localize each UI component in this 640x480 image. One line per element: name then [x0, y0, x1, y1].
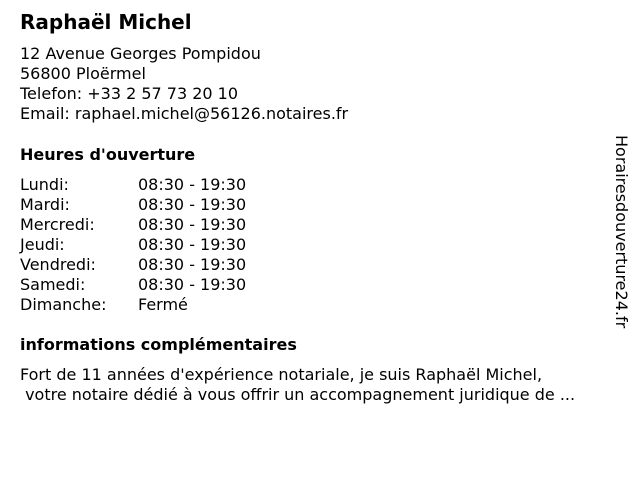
- time-value: 08:30 - 19:30: [138, 235, 247, 254]
- email-address: Email: raphael.michel@56126.notaires.fr: [20, 104, 349, 123]
- phone-number: Telefon: +33 2 57 73 20 10: [20, 84, 239, 103]
- address-street: 12 Avenue Georges Pompidou: [20, 44, 261, 63]
- time-value: 08:30 - 19:30: [138, 255, 247, 274]
- opening-hours-table: [20, 175, 246, 315]
- hours-row-thursday: [20, 235, 246, 255]
- business-name: Raphaël Michel: [20, 10, 192, 34]
- hours-row-friday: [20, 255, 246, 275]
- time-value: 08:30 - 19:30: [138, 275, 247, 294]
- day-label: Mercredi:: [20, 215, 95, 234]
- time-value: 08:30 - 19:30: [138, 175, 247, 194]
- time-value: 08:30 - 19:30: [138, 195, 247, 214]
- site-watermark: Horairesdouverture24.fr: [612, 135, 631, 329]
- day-label: Dimanche:: [20, 295, 107, 314]
- opening-hours-heading: Heures d'ouverture: [20, 145, 196, 164]
- hours-row-tuesday: [20, 195, 246, 215]
- description-line: Fort de 11 années d'expérience notariale, je suis Raphaël Michel,: [20, 365, 543, 384]
- time-value: Fermé: [138, 295, 188, 314]
- day-label: Jeudi:: [20, 235, 65, 254]
- additional-info-heading: informations complémentaires: [20, 335, 297, 354]
- day-label: Samedi:: [20, 275, 86, 294]
- day-label: Vendredi:: [20, 255, 96, 274]
- hours-row-saturday: [20, 275, 246, 295]
- contact-block: [20, 44, 348, 124]
- time-value: 08:30 - 19:30: [138, 215, 247, 234]
- hours-row-monday: [20, 175, 246, 195]
- description-line: votre notaire dédié à vous offrir un accompagnement juridique de ...: [20, 385, 576, 404]
- additional-info-text: [20, 365, 630, 405]
- day-label: Mardi:: [20, 195, 70, 214]
- hours-row-wednesday: [20, 215, 246, 235]
- hours-row-sunday: [20, 295, 246, 315]
- day-label: Lundi:: [20, 175, 69, 194]
- address-city: 56800 Ploërmel: [20, 64, 146, 83]
